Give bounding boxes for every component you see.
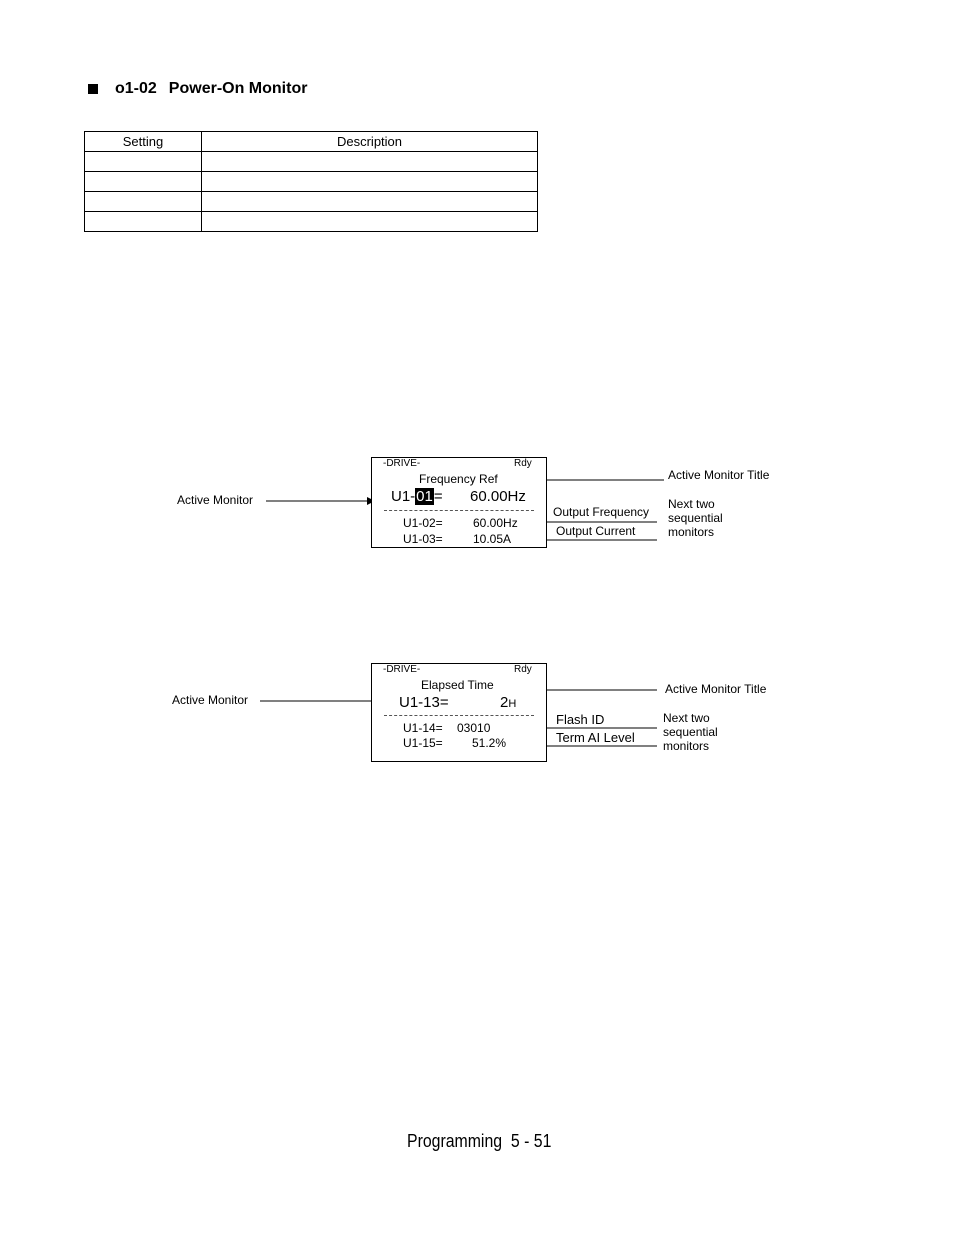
lcd-status: Rdy <box>514 664 532 675</box>
lcd-active-unit: H <box>508 698 517 710</box>
callout-active-monitor-title: Active Monitor Title <box>668 468 770 482</box>
parameter-title: Power-On Monitor <box>168 80 308 97</box>
callout-line: Next two <box>668 497 715 511</box>
lcd-active-monitor: U1-13= <box>399 694 449 711</box>
footer-section: Programming <box>407 1131 503 1151</box>
callout-line: monitors <box>668 525 715 539</box>
lcd-active-monitor <box>391 488 443 505</box>
lcd-line3-value: 10.05A <box>473 532 512 546</box>
callout-line: sequential <box>668 511 723 525</box>
lcd-active-value <box>500 694 516 711</box>
lcd-active-number: 2 <box>500 694 509 711</box>
column-header-description: Description <box>202 132 538 152</box>
lcd-line3-value: 51.2% <box>472 736 507 750</box>
callout-flash-id: Flash ID <box>556 712 605 727</box>
lcd-line2-label: U1-14= <box>403 721 443 735</box>
lcd-divider <box>384 510 534 511</box>
callout-term-ai-level: Term AI Level <box>556 730 635 745</box>
lcd-mode: -DRIVE- <box>383 664 421 675</box>
lcd-active-suffix: = <box>433 488 443 505</box>
lcd-line2-value: 60.00Hz <box>473 516 518 530</box>
footer-page-number: 5 - 51 <box>510 1131 552 1151</box>
callout-next-two <box>668 497 723 539</box>
column-header-setting: Setting <box>85 132 202 152</box>
lcd-active-prefix: U1- <box>391 488 416 505</box>
callout-active-monitor: Active Monitor <box>177 493 254 507</box>
lcd-line2-value: 03010 <box>457 721 491 735</box>
callout-output-current: Output Current <box>556 524 636 538</box>
lcd-line3-label: U1-03= <box>403 532 443 546</box>
callout-next-two <box>663 711 718 753</box>
parameter-code: o1-02 <box>115 80 157 97</box>
callout-active-monitor-title: Active Monitor Title <box>665 682 767 696</box>
lcd-monitor-title: Frequency Ref <box>419 472 498 486</box>
lcd-line2-label: U1-02= <box>403 516 443 530</box>
lcd-line3-label: U1-15= <box>403 736 443 750</box>
callout-line: sequential <box>663 725 718 739</box>
lcd-divider <box>384 715 534 716</box>
page-footer <box>407 1131 551 1152</box>
callout-line: Next two <box>663 711 710 725</box>
lcd-mode: -DRIVE- <box>383 458 421 469</box>
lcd-active-value: 60.00Hz <box>470 488 526 505</box>
callout-active-monitor: Active Monitor <box>172 693 249 707</box>
callout-output-frequency: Output Frequency <box>553 505 650 519</box>
lcd-cursor-highlight: 01 <box>416 488 433 505</box>
lcd-monitor-title: Elapsed Time <box>421 678 494 692</box>
lcd-status: Rdy <box>514 458 532 469</box>
callout-line: monitors <box>663 739 710 753</box>
